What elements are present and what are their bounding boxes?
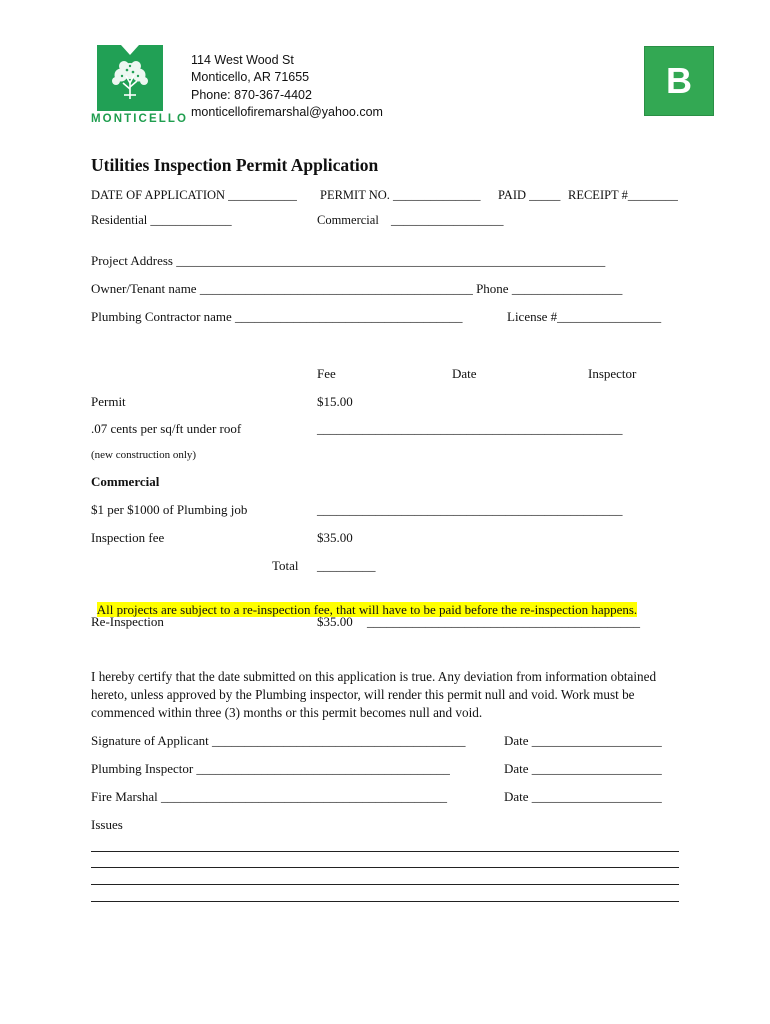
total-field[interactable]: _________: [317, 558, 376, 573]
reinspection-notice: All projects are subject to a re-inspection fee, that will have to be paid before the re-inspection happens.: [96, 602, 638, 617]
permit-label: Permit: [91, 394, 126, 409]
monticello-logo: [97, 45, 163, 111]
reinspection-field[interactable]: __________________________________________: [367, 614, 640, 629]
issues-line-3[interactable]: [91, 884, 679, 885]
license-field[interactable]: License #________________: [507, 309, 662, 324]
fire-marshal-date-field[interactable]: Date ____________________: [504, 789, 662, 804]
residential-field[interactable]: Residential _____________: [91, 213, 232, 227]
reinspection-fee: $35.00: [317, 614, 353, 629]
receipt-field[interactable]: RECEIPT #________: [568, 188, 678, 202]
permit-fee: $15.00: [317, 394, 353, 409]
plumbing-inspector-field[interactable]: Plumbing Inspector _______________________________________: [91, 761, 450, 776]
certification-text: I hereby certify that the date submitted on this application is true. Any deviation from information obtained hereto, unless approved by the Plumbing inspector, will render this permit null and void. Work must be commenced within three (3) months or this permit becomes null and void.: [91, 669, 657, 720]
inspector-column-header: Inspector: [588, 366, 637, 381]
page-title: Utilities Inspection Permit Application: [91, 155, 379, 175]
commercial-field[interactable]: __________________: [391, 213, 504, 227]
fire-marshal-field[interactable]: Fire Marshal ____________________________________________: [91, 789, 448, 804]
plumbing-job-field[interactable]: _______________________________________________: [317, 502, 623, 517]
inspector-date-field[interactable]: Date ____________________: [504, 761, 662, 776]
logo-wordmark: MONTICELLO: [91, 113, 189, 125]
address-line-1: 114 West Wood St: [191, 53, 294, 67]
applicant-date-field[interactable]: Date ____________________: [504, 733, 662, 748]
form-letter-badge: B: [644, 46, 714, 116]
inspection-fee-amount: $35.00: [317, 530, 353, 545]
issues-line-1[interactable]: [91, 851, 679, 852]
permit-no-field[interactable]: PERMIT NO. ______________: [320, 188, 481, 202]
inspection-fee-label: Inspection fee: [91, 530, 165, 545]
contact-block: [191, 52, 383, 121]
issues-line-2[interactable]: [91, 867, 679, 868]
project-address-field[interactable]: Project Address __________________________________________________________________: [91, 253, 606, 268]
new-construction-note: (new construction only): [91, 449, 197, 461]
paid-field[interactable]: PAID _____: [498, 188, 561, 202]
issues-label: Issues: [91, 817, 123, 832]
reinspection-label: Re-Inspection: [91, 614, 164, 629]
total-label: Total: [272, 558, 299, 573]
address-line-2: Monticello, AR 71655: [191, 70, 310, 85]
plumbing-job-label: $1 per $1000 of Plumbing job: [91, 502, 248, 517]
owner-tenant-field[interactable]: Owner/Tenant name __________________________________________ Phone _________________: [91, 281, 623, 296]
date-of-application-field[interactable]: DATE OF APPLICATION ___________: [91, 188, 297, 202]
phone-number: Phone: 870-367-4402: [191, 87, 312, 102]
plumbing-contractor-field[interactable]: Plumbing Contractor name ___________________________________: [91, 309, 463, 324]
email-address: monticellofiremarshal@yahoo.com: [191, 104, 383, 119]
commercial-label: Commercial: [317, 213, 379, 227]
issues-line-4[interactable]: [91, 901, 679, 902]
sqft-label: .07 cents per sq/ft under roof: [91, 421, 242, 436]
fee-column-header: Fee: [317, 366, 336, 381]
sqft-field[interactable]: _______________________________________________: [317, 421, 623, 436]
signature-applicant-field[interactable]: Signature of Applicant _______________________________________: [91, 733, 466, 748]
date-column-header: Date: [452, 366, 477, 381]
commercial-heading: Commercial: [91, 474, 160, 489]
